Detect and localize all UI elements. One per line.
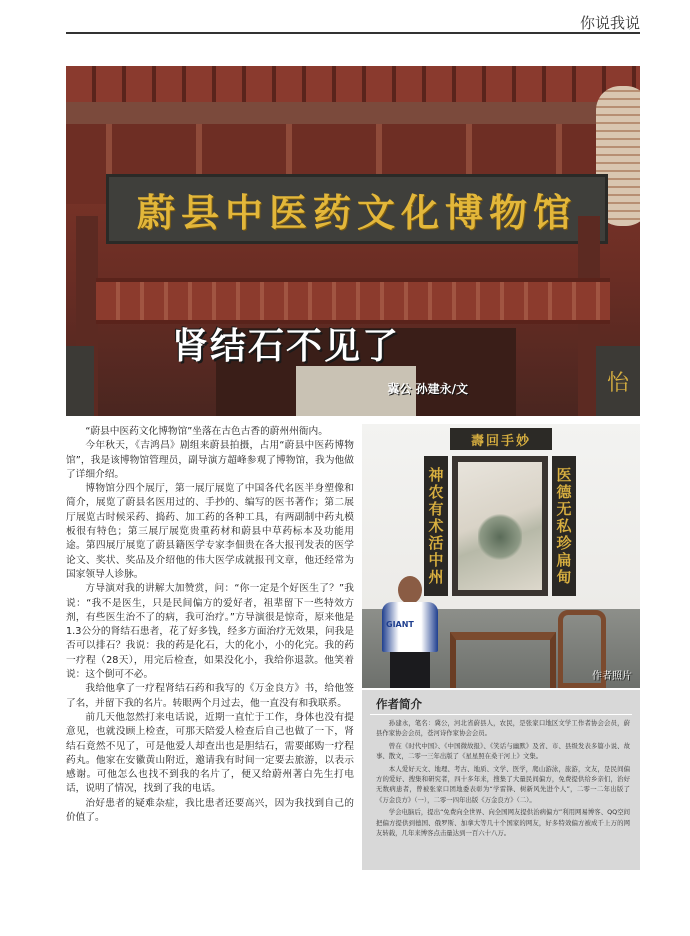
body-paragraph: 治好患者的疑难杂症，我比患者还要高兴，因为我找到自己的价值了。 <box>66 797 354 824</box>
body-paragraph: 今年秋天，《吉鸿昌》剧组来蔚县拍摄，占用“蔚县中医药博物馆”，我是该博物馆管理员，副导演方超峰参观了博物馆，我为他做了详细介绍。 <box>66 440 354 480</box>
header-divider <box>66 32 640 34</box>
side-sign-right: 怡 <box>596 346 640 416</box>
author-photo <box>362 424 640 688</box>
couplet-right: 医德无私珍扁甸 <box>552 456 576 596</box>
side-sign-left <box>66 346 94 416</box>
section-title: 你说我说 <box>579 14 640 32</box>
author-bio-paragraph: 学会电脑后，提出“免费向全世界、向全国网友提供治病偏方”利用网易博客、QQ空间把偏方提供到德国、俄罗斯、加拿大等几十个国家的网友，好多特效偏方被成千上万的网友转载，几年来博客点击量达到一百六十八万。 <box>376 808 630 838</box>
author-bio-paragraph: 孙建永，笔名：冀公，河北省蔚县人，农民，是张家口地区文学工作者协会会员，蔚县作家协会会员，苍河诗作家协会会员。 <box>376 719 630 738</box>
museum-plaque-text: 蔚县中医药文化博物馆 <box>136 189 577 235</box>
author-bio-divider <box>370 714 632 715</box>
couplet-left: 神农有术活中州 <box>424 456 448 596</box>
body-paragraph: 博物馆分四个展厅，第一展厅展览了中国各代名医半身塑像和简介，展览了蔚县名医用过的、手抄的、编写的医书著作；第二展厅展览古时候采药、捣药、加工药的各种工具，有两副制中药丸模板很有特色；第三展厅展览贵重药材和蔚县中草药标本及功能用途。第四展厅展览了蔚县籍医学专家李佃贵在各大报刊发表的医学论文、奖状、奖品及介绍他的伟大医学成就报刊文章，他还经常为国家领导人诊脉。 <box>66 483 354 580</box>
body-paragraph: 前几天他忽然打来电话说，近期一直忙于工作，身体也没有提意见，也就没顾上检查，可那天陪爱人检查后自己也做了一下，肾结石竟然不见了，可是他爱人却查出也是胆结石，需要邮购一疗程药丸。他家在安徽黄山附近，邀请我有时间一定要去旅游，以表示感谢。可他怎么也找不到我的名片了，便又给蔚州著白先生打电话，说明了情况，找到了我的电话。 <box>66 711 354 795</box>
article-body <box>66 425 354 825</box>
author-bio-heading: 作者简介 <box>376 697 422 711</box>
museum-plaque <box>106 174 608 244</box>
author-bio-box <box>362 690 640 870</box>
roof-beam <box>66 102 640 124</box>
wooden-table <box>450 632 556 688</box>
body-paragraph: 方导演对我的讲解大加赞赏，问：“你一定是个好医生了？”我说：“我不是医生，只是民间偏方的爱好者，祖辈留下一些特效方剂，有些医生治不了的病，我可治疗。”方导演很是惊奇，原来他是1.3公分的肾结石患者，花了好多钱，经多方面治疗无效果，问我是否可以排石？我说：我的药是化石，大的化小，小的化完。我的药一疗程（28天），用完后检查，如果没化小，我给你退款。他笑着说：这个倒可不必。 <box>66 583 354 681</box>
roof-tiles <box>66 66 640 102</box>
shirt-logo: GIANT <box>386 620 414 629</box>
body-paragraph: “蔚县中医药文化博物馆”坐落在古色古香的蔚州州衙内。 <box>85 426 328 437</box>
photo-caption: 作者照片 <box>592 671 632 682</box>
author-bio-paragraph: 曾在《时代中国》、《中国微故报》、《笑话与幽默》及省、市、县级发表多篇小说、故事、散文，二零一三年出版了《星星照在桑干河上》文集。 <box>376 741 630 761</box>
photo-top-sign: 壽回手妙 <box>450 428 552 450</box>
body-paragraph: 我给他拿了一疗程肾结石药和我写的《万金良方》书，给他签了名，并留下我的名片。转眼两个月过去，他一直没有和我联系。 <box>66 683 354 709</box>
author-bio-paragraph: 本人爱好天文、地理、考古、地质、文学、医学，爬山游泳，旅游，文友，是民间偏方的爱好、搜集和研究者，四十多年来，搜集了大量民间偏方，免费提供给乡亲们，治好无数病患者，曾被张家口团地委表彰为“学雷锋、树新风先进个人”，二零一二年出版了《万金良方》（一），二零一四年出版《万金良方》（二）。 <box>376 764 630 804</box>
article-byline: 冀公 孙建永/文 <box>387 382 468 396</box>
wall-painting <box>452 456 548 596</box>
author-figure <box>376 576 444 688</box>
article-title: 肾结石不见了 <box>172 325 401 367</box>
